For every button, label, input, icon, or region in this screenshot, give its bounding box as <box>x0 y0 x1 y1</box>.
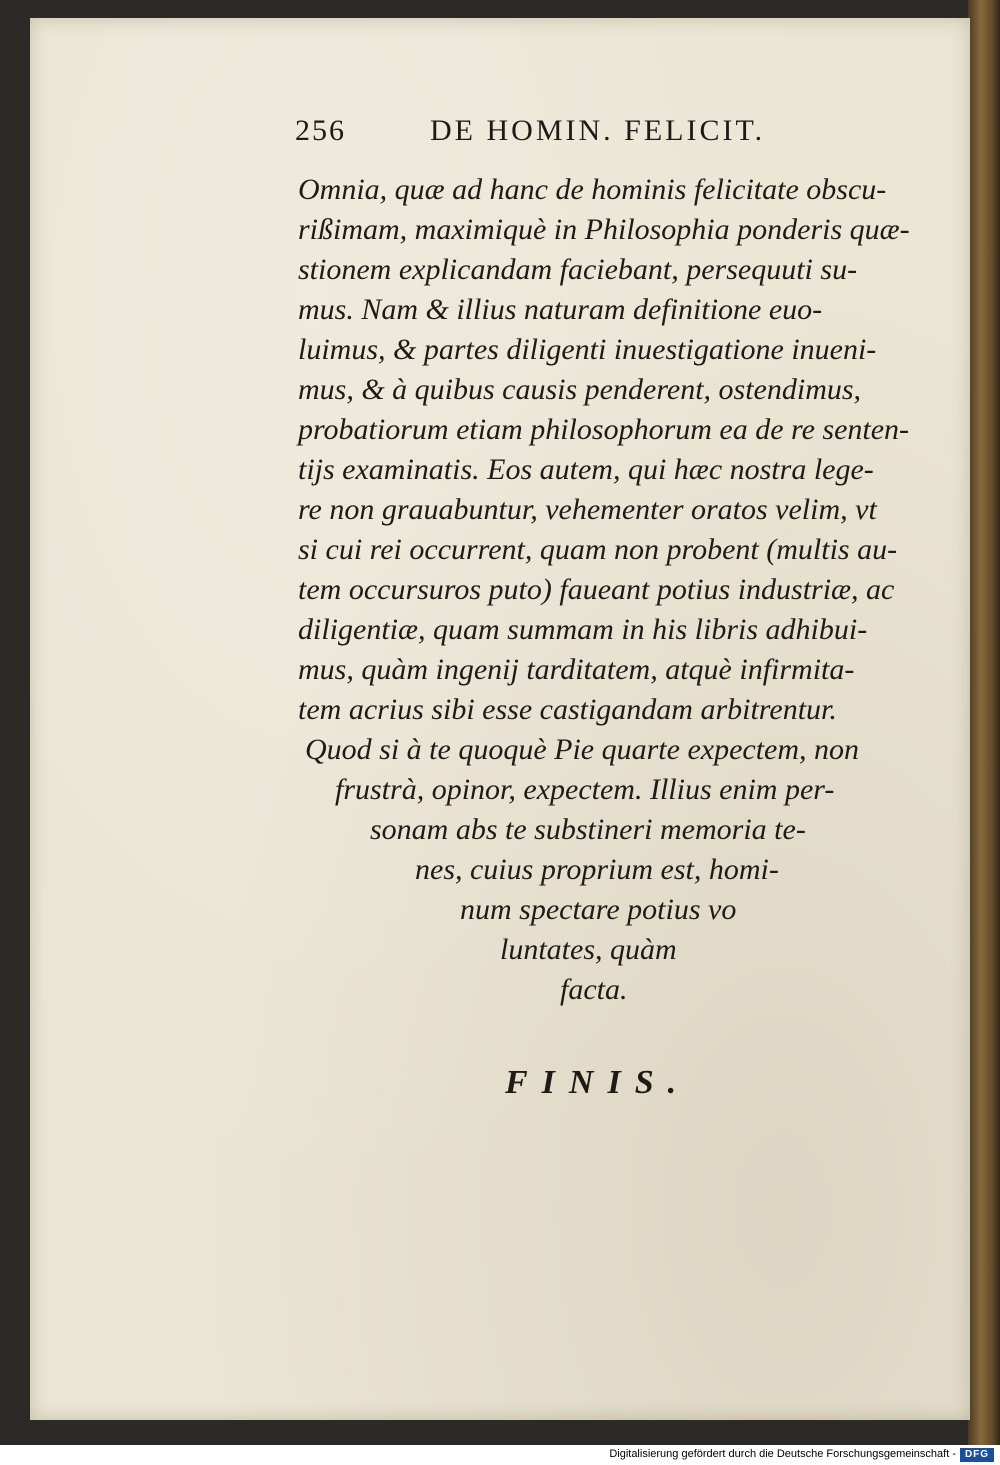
text-line: tem acrius sibi esse castigandam arbitrentur. <box>298 693 837 726</box>
book-binding-edge <box>968 0 1000 1445</box>
digitization-footer <box>0 1445 1000 1465</box>
text-line: frustrà, opinor, expectem. Illius enim per- <box>335 773 835 806</box>
running-head <box>30 114 970 154</box>
text-line: re non grauabuntur, vehementer oratos velim, vt <box>298 493 877 526</box>
text-line: Quod si à te quoquè Pie quarte expectem, non <box>305 733 860 766</box>
running-title: DE HOMIN. FELICIT. <box>430 114 766 147</box>
text-line: mus. Nam & illius naturam definitione euo- <box>298 293 823 326</box>
text-line: rißimam, maximiquè in Philosophia ponderis quæ- <box>298 213 910 246</box>
book-page <box>30 18 970 1420</box>
text-line: nes, cuius proprium est, homi- <box>415 853 779 886</box>
text-line: luntates, quàm <box>500 933 677 966</box>
text-line: facta. <box>560 973 628 1006</box>
footer-credit-text: Digitalisierung gefördert durch die Deutsche Forschungsgemeinschaft - <box>609 1448 956 1460</box>
text-line: probatiorum etiam philosophorum ea de re senten- <box>298 413 910 446</box>
text-line: tijs examinatis. Eos autem, qui hæc nostra lege- <box>298 453 874 486</box>
finis-mark: FINIS. <box>505 1064 691 1101</box>
text-line: sonam abs te substineri memoria te- <box>370 813 806 846</box>
text-line: Omnia, quæ ad hanc de hominis felicitate obscu- <box>298 173 887 206</box>
text-line: diligentiæ, quam summam in his libris adhibui- <box>298 613 868 646</box>
page-number: 256 <box>295 114 346 147</box>
text-line: num spectare potius vo <box>460 893 737 926</box>
text-line: si cui rei occurrent, quam non probent (multis au- <box>298 533 898 566</box>
text-line: stionem explicandam faciebant, persequuti su- <box>298 253 858 286</box>
text-line: mus, & à quibus causis penderent, ostendimus, <box>298 373 862 406</box>
text-line: tem occursuros puto) faueant potius industriæ, ac <box>298 573 895 606</box>
text-line: mus, quàm ingenij tarditatem, atquè infirmita- <box>298 653 855 686</box>
text-line: luimus, & partes diligenti inuestigatione inueni- <box>298 333 877 366</box>
dfg-logo-icon: DFG <box>960 1448 994 1462</box>
